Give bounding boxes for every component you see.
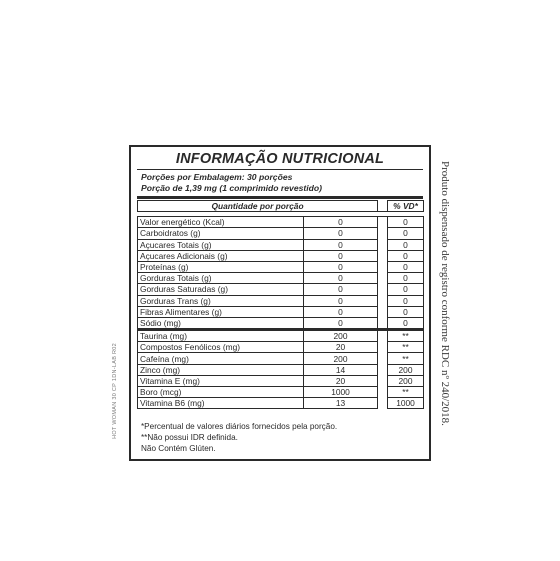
table-row: Vitamina B6 (mg) 13 1000 <box>138 398 424 409</box>
table-row: Valor energético (Kcal) 0 0 <box>138 217 424 228</box>
table-row: Proteínas (g) 0 0 <box>138 261 424 272</box>
label-title: INFORMAÇÃO NUTRICIONAL <box>175 151 385 167</box>
header-quantity: Quantidade por porção <box>138 201 378 212</box>
table-row: Fibras Alimentares (g) 0 0 <box>138 306 424 317</box>
table-row: Compostos Fenólicos (mg) 20 ** <box>138 342 424 353</box>
table-row: Gorduras Saturadas (g) 0 0 <box>138 284 424 295</box>
table-row: Boro (mcg) 1000 ** <box>138 387 424 398</box>
table-row: Gorduras Totais (g) 0 0 <box>138 273 424 284</box>
table-row: Taurina (mg) 200 ** <box>138 330 424 342</box>
table-header <box>138 201 424 212</box>
thick-rule <box>137 196 423 199</box>
title-rule <box>137 169 423 170</box>
servings-per-package: Porções por Embalagem: 30 porções <box>141 172 293 182</box>
table-row: Carboidratos (g) 0 0 <box>138 228 424 239</box>
registration-notice: Produto dispensado de registro conforme RDC nº 240/2018. <box>439 161 451 426</box>
table-row: Sódio (mg) 0 0 <box>138 317 424 329</box>
table-row: Açucares Adicionais (g) 0 0 <box>138 250 424 261</box>
nutrition-facts-label <box>129 145 431 461</box>
gluten-notice: Não Contém Glúten. <box>141 444 216 453</box>
table-row: Gorduras Trans (g) 0 0 <box>138 295 424 306</box>
product-code: HOT WOMAN 30 CP 1DN-LAB R02 <box>112 343 118 439</box>
table-row: Zinco (mg) 14 200 <box>138 364 424 375</box>
footnote-vd: *Percentual de valores diários fornecidos pela porção. <box>141 422 338 431</box>
nutrition-table <box>137 200 424 409</box>
table-row: Cafeína (mg) 200 ** <box>138 353 424 364</box>
serving-size: Porção de 1,39 mg (1 comprimido revestido) <box>141 183 322 193</box>
table-row: Vitamina E (mg) 20 200 <box>138 375 424 386</box>
header-vd: % VD* <box>388 201 424 212</box>
table-row: Açucares Totais (g) 0 0 <box>138 239 424 250</box>
footnote-idr: **Não possui IDR definida. <box>141 433 238 442</box>
